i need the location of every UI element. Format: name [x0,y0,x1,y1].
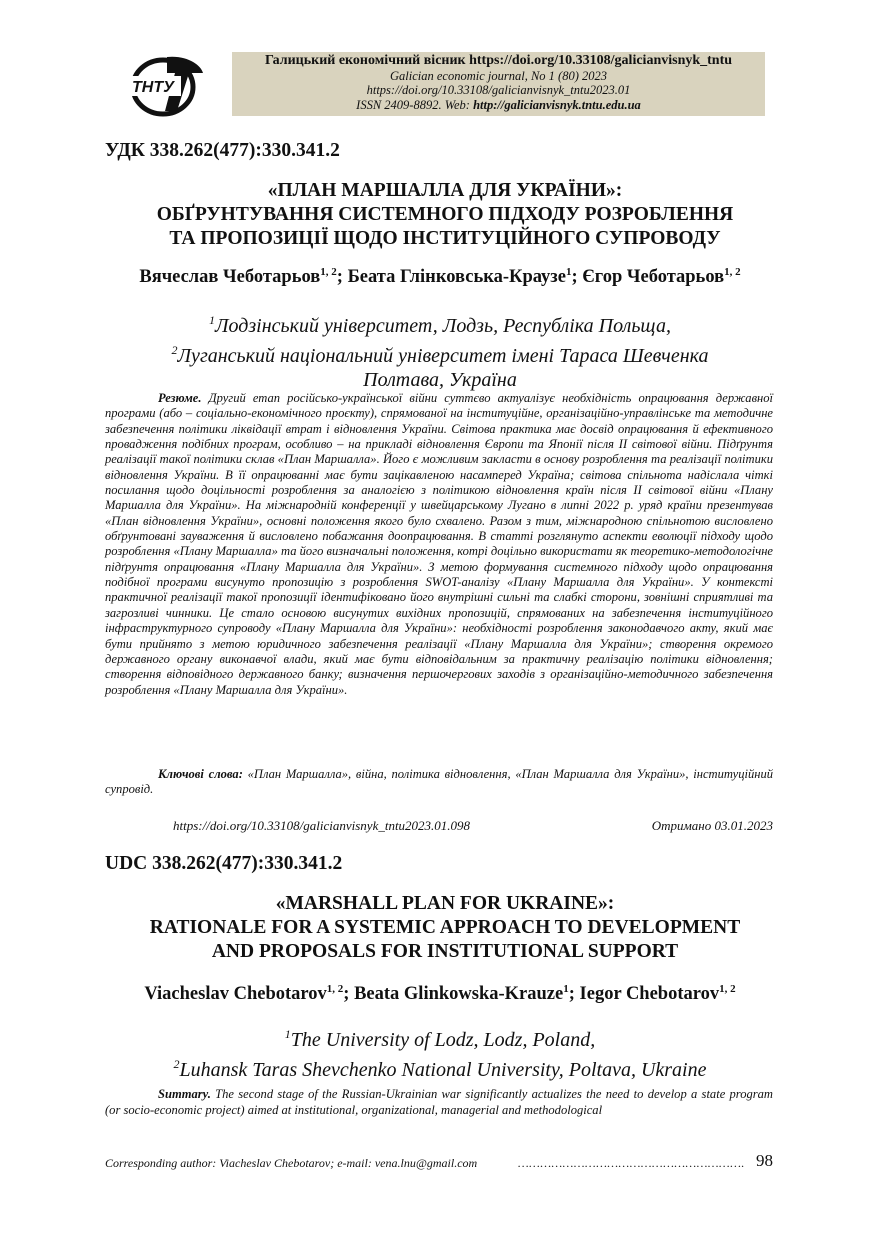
authors-uk [40,266,840,288]
title-uk-line: «ПЛАН МАРШАЛЛА ДЛЯ УКРАЇНИ»: [267,180,623,201]
summary-en [105,1087,773,1118]
footer-dots: ……………………………………………………. [518,1156,745,1170]
title-uk-line: ТА ПРОПОЗИЦІЇ ЩОДО ІНСТИТУЦІЙНОГО СУПРОВОДУ [169,228,721,249]
summary-text: The second stage of the Russian-Ukrainian war significantly actualizes the need to develop a state program (or socio-economic project) aimed at institutional, organizational, managerial and methodological [105,1087,773,1117]
tntu-logo-icon [127,51,205,117]
affiliation-line [60,1052,820,1082]
journal-title-line: Галицький економічний вісник https://doi.org/10.33108/galicianvisnyk_tntu [264,53,733,68]
journal-web-link[interactable]: http://galicianvisnyk.tntu.edu.ua [473,97,641,112]
udc-uk: УДК 338.262(477):330.341.2 [105,140,340,161]
corresponding-author: Corresponding author: Viacheslav Chebotarov; e-mail: vena.lnu@gmail.com [105,1156,478,1170]
affiliations-en [60,1022,820,1082]
page-footer [105,1153,773,1173]
authors-en [40,983,840,1005]
author-affil-sup: 1 [565,266,572,278]
affil-text: Лодзінський університет, Лодзь, Республіка Польща, [214,315,672,337]
author-name: Беата Глінковська-Краузе [347,267,566,287]
author-affil-sup: 1, 2 [724,266,741,278]
page-number: 98 [756,1151,773,1170]
author-name: Viacheslav Chebotarov [144,984,327,1004]
abstract-label: Резюме. [158,391,202,405]
title-en-line: RATIONALE FOR A SYSTEMIC APPROACH TO DEVELOPMENT [149,917,741,938]
keywords-uk [105,767,773,798]
affil-sup: 1 [208,313,215,327]
summary-label: Summary. [158,1087,211,1101]
affil-sup: 1 [284,1027,291,1041]
author-sep: ; [571,267,583,287]
author-name: Єгор Чеботарьов [582,267,725,287]
affil-text: Luhansk Taras Shevchenko National University, Poltava, Ukraine [179,1059,707,1081]
title-uk-line: ОБҐРУНТУВАННЯ СИСТЕМНОГО ПІДХОДУ РОЗРОБЛЕННЯ [156,204,734,225]
affil-text: Полтава, Україна [363,369,517,391]
author-sep: ; [568,984,580,1004]
affil-sup: 2 [173,1057,180,1071]
affiliation-line [60,338,820,368]
title-en-line: AND PROPOSALS FOR INSTITUTIONAL SUPPORT [211,941,679,962]
author-sep: ; [336,267,348,287]
abstract-text: Другий етап російсько-української війни суттєво актуалізує необхідність опрацювання державної програми (або – соціально-економічного проєкту), спрямованої на інституційне, організаційно-управлінське та методичне забезпечення політики ліквідації втрат і відновлення України. Світова практика має досвід опрацювання й ефективного провадження подібних програм, особливо – на прикладі відновлення Європи та Японії після ІІ світової війни. Підґрунтя реалізації такої політики склав «План Маршалла». Його є можливим закласти в основу розроблення та реалізації політики відновлення України. В її опрацюванні має бути зацікавленою насамперед Україна; світова спільнота надіслала чіткі посилання щодо доцільності розроблення за аналогією з політикою відновлення країн після ІІ світової війни «Плану Маршалла для України». На міжнародній конференції у швейцарському Лугано в липні 2022 р. уряд країни презентував «План відновлення України», основні положення якого було схвалено. Разом з тим, міжнародною спільнотою висловлено обґрунтовані зауваження й висловлено побажання доопрацювання. В статті розглянуто аспекти еволюції підходу щодо розроблення «Плану Маршалла» та його визначальні положення, котрі доцільно використати як теоретико-методологічне підґрунтя опрацювання «Плану Маршалла для України». З метою формування системного підходу щодо опрацювання подібної програми висунуто пропозицію з розроблення SWOT-аналізу «Плану Маршалла для України». У контексті практичної реалізації такої пропозиції ідентифіковано його внутрішні сильні та слабкі сторони, зовнішні сприятливі та загрозливі чинники. Це стало основою висунутих вихідних пропозицій, спрямованих на забезпечення інституційного інфраструктурного супроводу «Плану Маршалла для України»: необхідності розроблення законодавчого акту, який має бути прийнято з метою юридичного забезпечення реалізації «Плану Маршалла для України»; створення окремого державного органу виконавчої влади, який має бути відповідальним за практичну реалізацію політики відновлення; створення відповідного державного банку; визначення першочергових заходів з організаційно-методичного забезпечення розроблення «Плану Маршалла для України». [105,391,773,697]
udc-en: UDC 338.262(477):330.341.2 [105,853,343,874]
author-name: Вячеслав Чеботарьов [139,267,321,287]
journal-doi-line: https://doi.org/10.33108/galicianvisnyk_tntu2023.01 [366,83,631,97]
logo-text: ТНТУ [132,79,174,96]
affil-sup: 2 [171,343,178,357]
issn-text: ISSN 2409-8892. Web: [356,97,474,112]
keywords-label: Ключові слова: [158,767,243,781]
affil-text: The University of Lodz, Lodz, Poland, [290,1029,596,1051]
affiliations-uk [60,308,820,392]
journal-header [232,52,765,116]
title-en [60,892,830,964]
affiliation-line [60,1022,820,1052]
author-name: Beata Glinkowska-Krauze [354,984,564,1004]
journal-issue-line: Galician economic journal, No 1 (80) 2023 [390,68,607,83]
affiliation-line [60,368,820,392]
title-en-line: «MARSHALL PLAN FOR UKRAINE»: [275,893,615,914]
journal-issn-line [232,98,765,113]
article-doi-link[interactable]: https://doi.org/10.33108/galicianvisnyk_tntu2023.01.098 [173,818,471,833]
abstract-uk [105,391,773,698]
affil-text: Луганський національний університет імені Тараса Шевченка [177,345,709,367]
author-affil-sup: 1, 2 [320,266,337,278]
affiliation-line [60,308,820,338]
author-sep: ; [343,984,355,1004]
author-affil-sup: 1, 2 [326,983,344,995]
title-uk [60,179,830,251]
author-name: Iegor Chebotarov [579,984,720,1004]
received-date: Отримано 03.01.2023 [651,818,773,833]
author-affil-sup: 1 [563,983,569,995]
keywords-text: «План Маршалла», війна, політика відновлення, «План Маршалла для України», інституційний супровід. [105,767,773,797]
author-affil-sup: 1, 2 [719,983,736,995]
